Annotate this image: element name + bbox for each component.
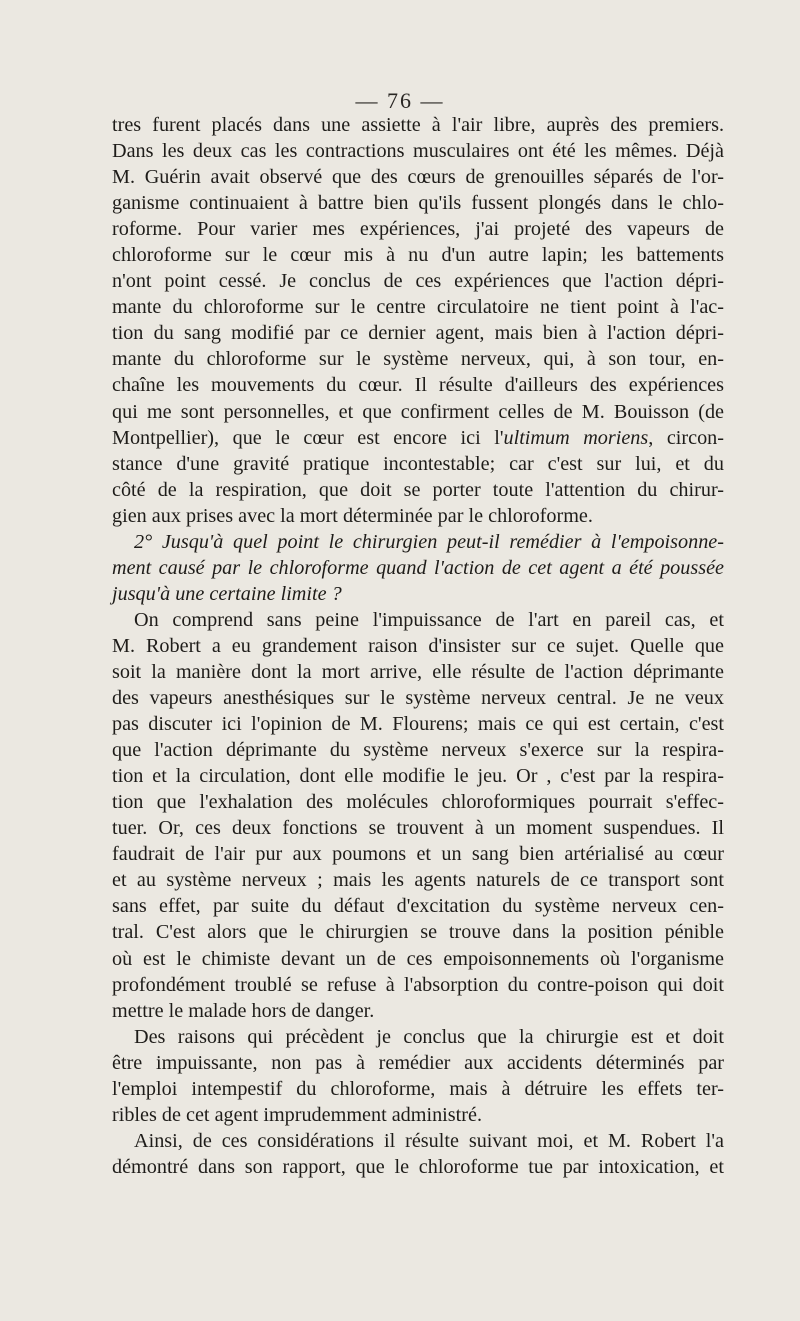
- text-line: M. Robert a eu grandement raison d'insister sur ce sujet. Quelle que: [112, 634, 724, 657]
- text-line: soit la manière dont la mort arrive, elle résulte de l'action déprimante: [112, 660, 724, 683]
- page-number: — 76 —: [355, 88, 445, 113]
- text-line: où est le chimiste devant un de ces empoisonnements où l'organisme: [112, 947, 724, 970]
- text-line: chaîne les mouvements du cœur. Il résulte d'ailleurs des expériences: [112, 374, 724, 397]
- text-line: mante du chloroforme sur le centre circulatoire ne tient point à l'ac-: [112, 296, 724, 319]
- text-line: côté de la respiration, que doit se porter toute l'attention du chirur-: [112, 478, 724, 501]
- text-line: n'ont point cessé. Je conclus de ces expériences que l'action dépri-: [112, 270, 724, 293]
- text-line: que l'action déprimante du système nerveux s'exerce sur la respira-: [112, 739, 724, 762]
- text-line: M. Guérin avait observé que des cœurs de grenouilles séparés de l'or-: [112, 166, 724, 189]
- text-line: Ainsi, de ces considérations il résulte suivant moi, et M. Robert l'a: [134, 1129, 724, 1152]
- text-line: Dans les deux cas les contractions musculaires ont été les mêmes. Déjà: [112, 140, 724, 163]
- text-line: pas discuter ici l'opinion de M. Flourens; mais ce qui est certain, c'est: [112, 713, 724, 736]
- text-line: roforme. Pour varier mes expériences, j'ai projeté des vapeurs de: [112, 218, 724, 241]
- text-line: stance d'une gravité pratique incontestable; car c'est sur lui, et du: [112, 452, 724, 475]
- text-line: gien aux prises avec la mort déterminée par le chloroforme.: [112, 504, 593, 527]
- text-line: tuer. Or, ces deux fonctions se trouvent à un moment suspendues. Il: [112, 817, 724, 840]
- text-line: démontré dans son rapport, que le chloroforme tue par intoxication, et: [112, 1155, 724, 1178]
- text-line: tres furent placés dans une assiette à l'air libre, auprès des premiers.: [112, 114, 724, 136]
- text-line: et au système nerveux ; mais les agents naturels de ce transport sont: [112, 869, 724, 892]
- text-line: tral. C'est alors que le chirurgien se trouve dans la position pénible: [112, 921, 724, 944]
- body-text: [112, 112, 724, 1180]
- text-line: Des raisons qui précèdent je conclus que la chirurgie est et doit: [134, 1025, 724, 1048]
- text-line: profondément troublé se refuse à l'absorption du contre-poison qui doit: [112, 973, 724, 996]
- section-heading-line: 2° Jusqu'à quel point le chirurgien peut-il remédier à l'empoisonne-: [134, 530, 724, 553]
- text-line: tion que l'exhalation des molécules chloroformiques pourrait s'effec-: [112, 791, 724, 814]
- text-line: l'emploi intempestif du chloroforme, mais à détruire les effets ter-: [112, 1077, 724, 1100]
- section-heading-line: ment causé par le chloroforme quand l'action de cet agent a été poussée: [112, 556, 724, 579]
- text-line: chloroforme sur le cœur mis à nu d'un autre lapin; les battements: [112, 244, 724, 267]
- text-line: sans effet, par suite du défaut d'excitation du système nerveux cen-: [112, 895, 724, 918]
- section-heading-line: jusqu'à une certaine limite ?: [112, 582, 342, 605]
- text-line: tion du sang modifié par ce dernier agent, mais bien à l'action dépri-: [112, 322, 724, 345]
- text-line: On comprend sans peine l'impuissance de l'art en pareil cas, et: [134, 608, 724, 631]
- text-line: des vapeurs anesthésiques sur le système nerveux central. Je ne veux: [112, 687, 724, 710]
- text-line: qui me sont personnelles, et que confirment celles de M. Bouisson (de: [112, 400, 724, 423]
- text-line: être impuissante, non pas à remédier aux accidents déterminés par: [112, 1051, 724, 1074]
- text-line: tion et la circulation, dont elle modifie le jeu. Or , c'est par la respira-: [112, 765, 724, 788]
- text-line: mante du chloroforme sur le système nerveux, qui, à son tour, en-: [112, 348, 724, 371]
- text-line: mettre le malade hors de danger.: [112, 999, 375, 1022]
- text-line: ribles de cet agent imprudemment administré.: [112, 1103, 482, 1126]
- text-line: Montpellier), que le cœur est encore ici l'ultimum moriens, circon-: [112, 426, 724, 449]
- text-line: ganisme continuaient à battre bien qu'ils fussent plongés dans le chlo-: [112, 192, 724, 215]
- text-line: faudrait de l'air pur aux poumons et un sang bien artérialisé au cœur: [112, 843, 724, 866]
